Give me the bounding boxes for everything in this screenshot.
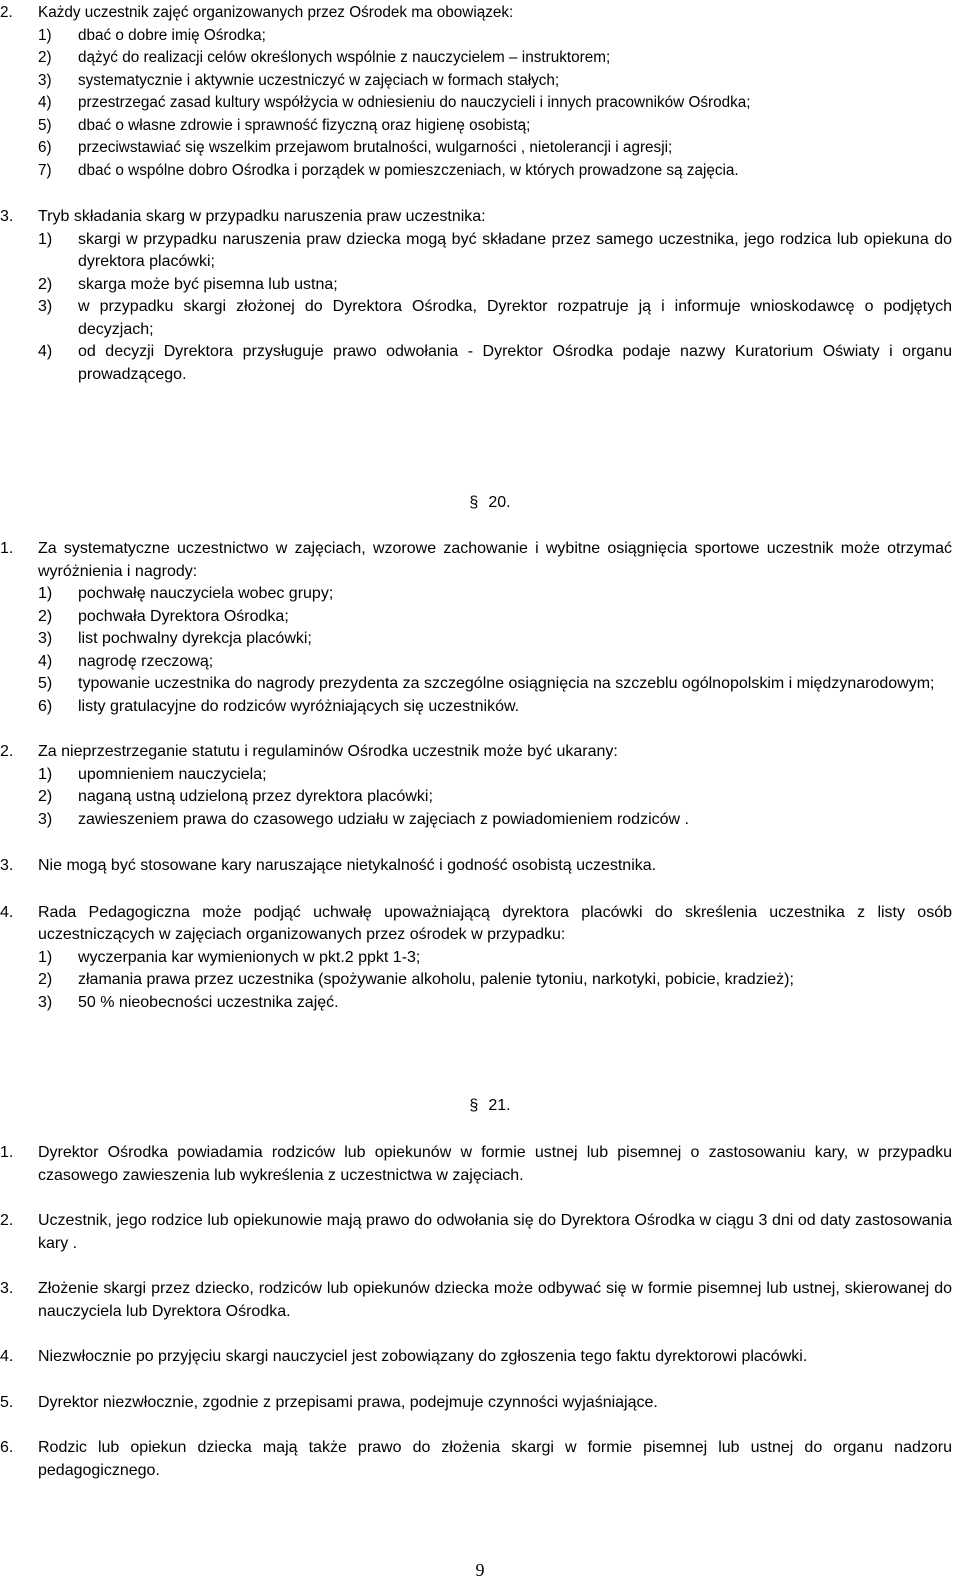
item-number: 4)	[38, 652, 53, 670]
item-number: 1)	[38, 26, 52, 44]
paragraph-number: 4.	[0, 903, 14, 921]
item-number: 2)	[38, 971, 53, 988]
list-item	[0, 229, 960, 274]
paragraph-number: 5.	[0, 1393, 14, 1411]
paragraph-number: 6.	[0, 1439, 14, 1456]
paragraph-number: 2.	[0, 4, 13, 21]
list-item	[0, 47, 960, 70]
list-item	[0, 809, 960, 832]
item-number: 6)	[38, 139, 52, 156]
item-text: listy gratulacyjne do rodziców wyróżniających się uczestników.	[78, 697, 520, 715]
item-text: skargi w przypadku naruszenia praw dziecka mogą być składane przez samego uczestnika, jego rodzica lub opiekuna do dyrektora placówki;	[78, 230, 952, 270]
paragraph-text: Dyrektor Ośrodka powiadamia rodziców lub opiekunów w formie ustnej lub pisemnej o zastosowaniu kary, w przypadku czasowego zawieszenia lub wykreślenia z uczestnictwa w zajęciach.	[38, 1144, 952, 1184]
item-text: nagrodę rzeczową;	[78, 652, 214, 670]
item-number: 3)	[38, 298, 53, 315]
paragraph-4	[0, 902, 960, 947]
item-number: 2)	[38, 607, 53, 625]
section-number: 20.	[488, 494, 511, 511]
list-item	[0, 947, 960, 970]
paragraph-text: Za systematyczne uczestnictwo w zajęciach, wzorowe zachowanie i wybitne osiągnięcia sportowe uczestnik może otrzymać wyróżnienia i nagrody:	[38, 540, 952, 580]
paragraph-6	[0, 1437, 960, 1482]
paragraph-4	[0, 1346, 960, 1369]
paragraph-2	[0, 2, 960, 25]
paragraph-text: Rodzic lub opiekun dziecka mają także prawo do złożenia skargi w formie pisemnej lub ustnej do organu nadzoru pedagogicznego.	[38, 1439, 952, 1479]
item-number: 3)	[38, 810, 53, 828]
list-item	[0, 137, 960, 160]
paragraph-number: 3.	[0, 208, 14, 225]
paragraph-2	[0, 1210, 960, 1255]
item-text: dbać o dobre imię Ośrodka;	[78, 26, 266, 44]
item-text: pochwała Dyrektora Ośrodka;	[78, 607, 289, 625]
paragraph-3	[0, 1278, 960, 1323]
list-item	[0, 92, 960, 115]
paragraph-3	[0, 206, 960, 229]
list-item	[0, 70, 960, 93]
section-obligations	[0, 2, 960, 386]
paragraph-text: Złożenie skargi przez dziecko, rodziców lub opiekunów dziecka może odbywać się w formie pisemnej lub ustnej, skierowanej do nauczyciela lub Dyrektora Ośrodka.	[38, 1280, 952, 1320]
paragraph-text: Dyrektor niezwłocznie, zgodnie z przepisami prawa, podejmuje czynności wyjaśniające.	[38, 1393, 658, 1411]
paragraph-number: 3.	[0, 857, 14, 874]
list-item	[0, 341, 960, 386]
section-number: 21.	[488, 1097, 511, 1114]
paragraph-text: Niezwłocznie po przyjęciu skargi nauczyciel jest zobowiązany do zgłoszenia tego faktu dyrektorowi placówki.	[38, 1348, 808, 1365]
paragraph-number: 2.	[0, 1212, 14, 1229]
paragraph-text: Za nieprzestrzeganie statutu i regulaminów Ośrodka uczestnik może być ukarany:	[38, 743, 618, 760]
list-item	[0, 651, 960, 674]
list-item	[0, 764, 960, 787]
item-text: systematycznie i aktywnie uczestniczyć w zajęciach w formach stałych;	[78, 71, 560, 89]
item-number: 7)	[38, 161, 52, 179]
item-text: dążyć do realizacji celów określonych wspólnie z nauczycielem – instruktorem;	[78, 49, 611, 66]
paragraph-text: Tryb składania skarg w przypadku naruszenia praw uczestnika:	[38, 208, 486, 225]
paragraph-number: 2.	[0, 743, 14, 760]
list-item	[0, 115, 960, 138]
item-number: 3)	[38, 71, 52, 89]
item-text: od decyzji Dyrektora przysługuje prawo odwołania - Dyrektor Ośrodka podaje nazwy Kuratorium Oświaty i organu prowadzącego.	[78, 343, 952, 383]
paragraph-text: Uczestnik, jego rodzice lub opiekunowie mają prawo do odwołania się do Dyrektora Ośrodka w ciągu 3 dni od daty zastosowania kary .	[38, 1212, 952, 1252]
item-number: 5)	[38, 116, 52, 134]
item-text: przestrzegać zasad kultury współżycia w odniesieniu do nauczycieli i innych pracowników Ośrodka;	[78, 94, 751, 111]
paragraph-text: Rada Pedagogiczna może podjąć uchwałę upoważniającą dyrektora placówki do skreślenia uczestnika z listy osób uczestniczących w zajęciach organizowanych przez ośrodek w przypadku:	[38, 903, 952, 943]
paragraph-5	[0, 1392, 960, 1415]
item-number: 4)	[38, 343, 53, 360]
item-number: 1)	[38, 765, 53, 783]
item-number: 3)	[38, 993, 53, 1011]
item-text: list pochwalny dyrekcja placówki;	[78, 630, 312, 647]
item-number: 1)	[38, 948, 53, 966]
item-number: 3)	[38, 630, 53, 647]
paragraph-text: Każdy uczestnik zajęć organizowanych przez Ośrodek ma obowiązek:	[38, 4, 514, 21]
item-number: 1)	[38, 585, 53, 602]
paragraph-1	[0, 538, 960, 583]
item-text: przeciwstawiać się wszelkim przejawom brutalności, wulgarności , nietolerancji i agresji;	[78, 139, 673, 156]
item-number: 2)	[38, 49, 52, 66]
section-21-content	[0, 1142, 960, 1482]
item-text: dbać o własne zdrowie i sprawność fizyczną oraz higienę osobistą;	[78, 116, 531, 134]
list-item	[0, 628, 960, 651]
item-text: złamania prawa przez uczestnika (spożywanie alkoholu, palenie tytoniu, narkotyki, pobicie, kradzież);	[78, 971, 794, 988]
list-item	[0, 583, 960, 606]
item-number: 4)	[38, 94, 52, 111]
list-item	[0, 673, 960, 696]
list-item	[0, 969, 960, 992]
page-number: 9	[475, 1560, 485, 1580]
item-text: wyczerpania kar wymienionych w pkt.2 ppkt 1-3;	[78, 948, 421, 966]
section-sign: §	[469, 494, 479, 511]
item-text: naganą ustną udzieloną przez dyrektora placówki;	[78, 788, 433, 805]
item-number: 2)	[38, 788, 53, 805]
item-text: pochwałę nauczyciela wobec grupy;	[78, 585, 334, 602]
list-item	[0, 992, 960, 1015]
item-text: 50 % nieobecności uczestnika zajęć.	[78, 993, 339, 1011]
paragraph-1	[0, 1142, 960, 1187]
section-20-content	[0, 538, 960, 1014]
list-item	[0, 160, 960, 183]
paragraph-3	[0, 855, 960, 878]
paragraph-number: 4.	[0, 1348, 14, 1365]
section-sign: §	[469, 1097, 479, 1114]
paragraph-number: 1.	[0, 540, 14, 557]
item-text: zawieszeniem prawa do czasowego udziału w zajęciach z powiadomieniem rodziców .	[78, 810, 689, 828]
list-item	[0, 696, 960, 719]
paragraph-number: 3.	[0, 1280, 14, 1297]
item-text: dbać o wspólne dobro Ośrodka i porządek w pomieszczeniach, w których prowadzone są zajęcia.	[78, 161, 739, 179]
item-text: upomnieniem nauczyciela;	[78, 765, 267, 783]
list-item	[0, 274, 960, 297]
paragraph-2	[0, 741, 960, 764]
item-number: 6)	[38, 697, 53, 715]
item-number: 2)	[38, 275, 53, 293]
paragraph-number: 1.	[0, 1144, 14, 1161]
list-item	[0, 786, 960, 809]
item-text: typowanie uczestnika do nagrody prezydenta za szczególne osiągnięcia na szczeblu ogólnopolskim i międzynarodowym;	[78, 675, 935, 692]
item-number: 5)	[38, 675, 53, 692]
item-text: w przypadku skargi złożonej do Dyrektora Ośrodka, Dyrektor rozpatruje ją i informuje wnioskodawcę o podjętych decyzjach;	[78, 298, 952, 338]
section-heading-21	[0, 1095, 960, 1118]
item-text: skarga może być pisemna lub ustna;	[78, 275, 338, 293]
section-heading-20	[0, 492, 960, 515]
list-item	[0, 296, 960, 341]
list-item	[0, 25, 960, 48]
paragraph-text: Nie mogą być stosowane kary naruszające nietykalność i godność osobistą uczestnika.	[38, 857, 657, 874]
item-number: 1)	[38, 230, 53, 248]
list-item	[0, 606, 960, 629]
